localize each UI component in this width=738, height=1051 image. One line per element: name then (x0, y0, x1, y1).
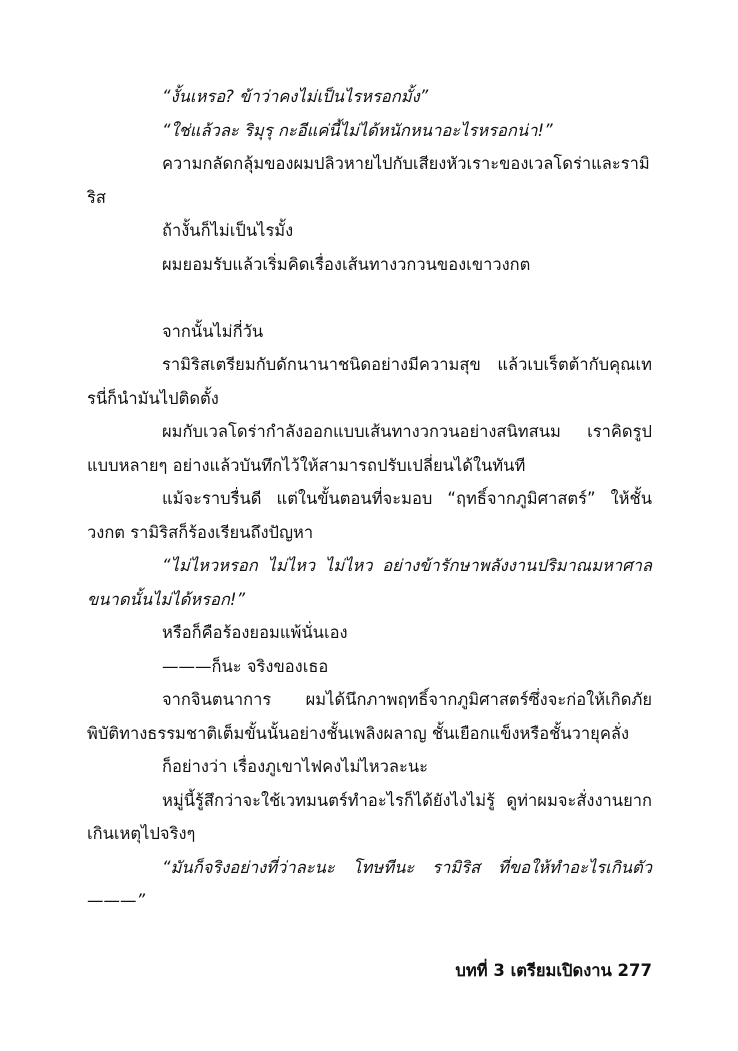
body-text (87, 80, 652, 918)
paragraph: ถ้างั้นก็ไม่เป็นไรมั้ง (162, 221, 294, 240)
paragraph: ก็อย่างว่า เรื่องภูเขาไฟคงไม่ไหวละนะ (162, 757, 428, 776)
paragraph: ความกลัดกลุ้มของผมปลิวหายไปกับเสียงหัวเราะของเวลโดร่าและรามิริส (87, 154, 650, 207)
paragraph: “งั้นเหรอ? ข้าว่าคงไม่เป็นไรหรอกมั้ง” (162, 87, 429, 106)
paragraph: จากนั้นไม่กี่วัน (162, 321, 264, 341)
paragraph: ———ก็นะ จริงของเธอ (162, 656, 329, 676)
paragraph: ผมกับเวลโดร่ากำลังออกแบบเส้นทางวกวนอย่างสนิทสนม เราคิดรูปแบบหลายๆ อย่างแล้วบันทึกไว้ให้สามารถปรับเปลี่ยนได้ในทันที (87, 422, 652, 475)
paragraph: รามิริสเตรียมกับดักนานาชนิดอย่างมีความสุข แล้วเบเร็ตต้ากับคุณเทรนี่ก็นำมันไปติดตั้ง (87, 355, 652, 408)
paragraph: แม้จะราบรื่นดี แต่ในขั้นตอนที่จะมอบ “ฤทธิ์จากภูมิศาสตร์” ให้ชั้นวงกต รามิริสก็ร้องเรียนถึงปัญหา (87, 489, 652, 542)
paragraph: ผมยอมรับแล้วเริ่มคิดเรื่องเส้นทางวกวนของเขาวงกต (162, 254, 531, 274)
paragraph: หมู่นี้รู้สึกว่าจะใช้เวทมนตร์ทำอะไรก็ได้ยังไงไม่รู้ ดูท่าผมจะสั่งงานยากเกินเหตุไปจริงๆ (87, 790, 652, 843)
paragraph: “มันก็จริงอย่างที่ว่าละนะ โทษทีนะ รามิริส ที่ขอให้ทำอะไรเกินตัว———” (87, 857, 652, 910)
paragraph: “ใช่แล้วละ ริมุรุ กะอีแค่นี้ไม่ได้หนักหนาอะไรหรอกน่า!” (162, 120, 553, 140)
paragraph: จากจินตนาการ ผมได้นึกภาพฤทธิ์จากภูมิศาสตร์ซึ่งจะก่อให้เกิดภัยพิบัติทางธรรมชาติเต็มขั้นนั้นอย่างชั้นเพลิงผลาญ ชั้นเยือกแข็งหรือชั้นวายุคลั่ง (87, 690, 652, 743)
paragraph: หรือก็คือร้องยอมแพ้นั่นเอง (162, 623, 348, 642)
section-break (87, 281, 652, 315)
paragraph: “ไม่ไหวหรอก ไม่ไหว ไม่ไหว อย่างข้ารักษาพลังงานปริมาณมหาศาลขนาดนั้นไม่ได้หรอก!” (87, 556, 652, 609)
page-footer: บทที่ 3 เตรียมเปิดงาน 277 (455, 961, 652, 980)
